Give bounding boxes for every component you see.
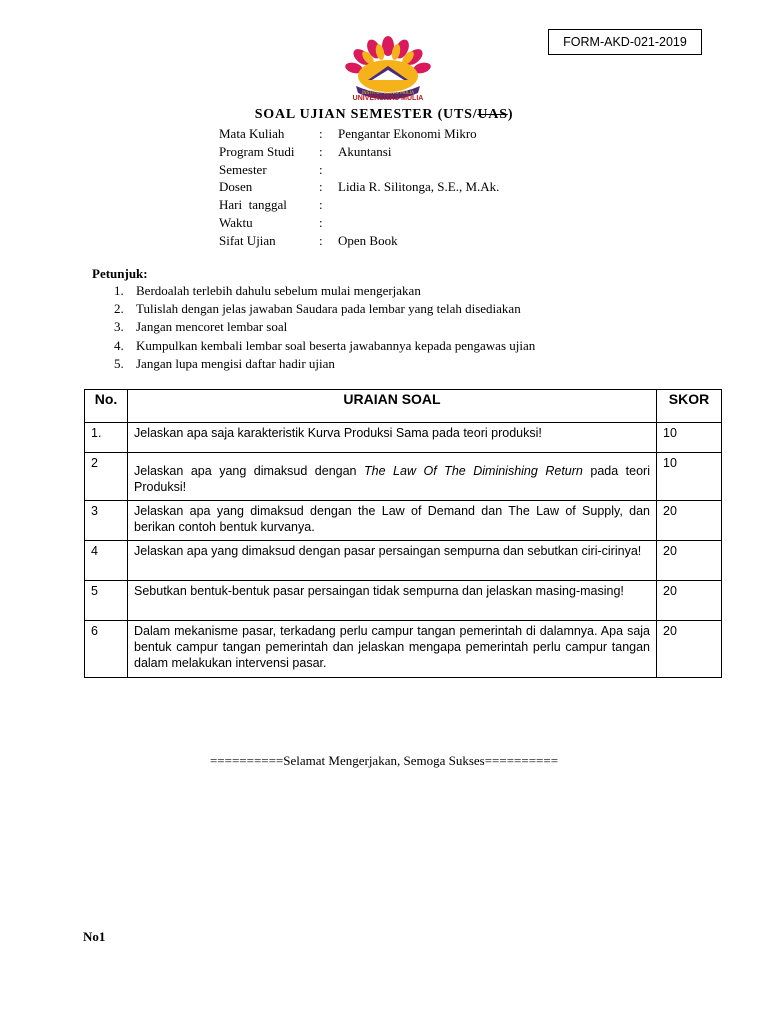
question-score: 20 xyxy=(657,621,722,678)
meta-value: Akuntansi xyxy=(338,143,392,159)
logo-ribbon-text: INSTITUT BISNIS MULIA xyxy=(361,91,415,96)
meta-value: Open Book xyxy=(338,232,398,248)
meta-label: Hari tanggal xyxy=(219,197,287,213)
meta-colon: : xyxy=(319,197,323,213)
meta-label: Mata Kuliah xyxy=(219,126,285,141)
question-score: 20 xyxy=(657,501,722,541)
list-item: 5. Jangan lupa mengisi daftar hadir ujian xyxy=(114,356,535,374)
table-row xyxy=(85,581,722,621)
question-score: 20 xyxy=(657,581,722,621)
questions-table xyxy=(84,389,722,678)
meta-row xyxy=(219,215,499,233)
instruction-text: Berdoalah terlebih dahulu sebelum mulai mengerjakan xyxy=(136,283,421,298)
list-item: 3. Jangan mencoret lembar soal xyxy=(114,319,535,337)
question-score: 10 xyxy=(657,423,722,453)
instructions-title: Petunjuk: xyxy=(92,266,148,281)
instruction-text: Jangan mencoret lembar soal xyxy=(136,319,288,335)
header-score: SKOR xyxy=(657,390,722,423)
question-number: 2 xyxy=(85,453,128,501)
question-number: 4 xyxy=(85,541,128,581)
meta-label: Semester xyxy=(219,161,267,177)
meta-label: Dosen xyxy=(219,179,253,195)
header-question: URAIAN SOAL xyxy=(128,390,657,423)
question-text: Dalam mekanisme pasar, terkadang perlu campur tangan pemerintah di dalamnya. Apa saja bentuk campur tangan pemerintah dan jelaskan mengapa pemerintah perlu campur tangan dalam melakukan intervensi pasar. xyxy=(128,621,657,678)
table-header-row xyxy=(85,390,722,423)
meta-colon: : xyxy=(319,179,323,195)
meta-row xyxy=(219,233,499,251)
meta-label: Program Studi xyxy=(219,143,295,159)
page-footer-label: No1 xyxy=(83,929,106,944)
question-number: 6 xyxy=(85,621,128,678)
table-row xyxy=(85,423,722,453)
question-number: 5 xyxy=(85,581,128,621)
question-text xyxy=(128,453,657,501)
table-row xyxy=(85,621,722,678)
meta-row xyxy=(219,197,499,215)
university-logo xyxy=(338,36,438,104)
meta-row xyxy=(219,162,499,180)
question-text: Jelaskan apa yang dimaksud dengan pasar persaingan sempurna dan sebutkan ciri-cirinya! xyxy=(128,541,657,581)
form-code-box: FORM-AKD-021-2019 xyxy=(548,29,702,55)
question-score: 10 xyxy=(657,453,722,501)
meta-colon: : xyxy=(319,232,323,248)
list-item: 1. Berdoalah terlebih dahulu sebelum mulai mengerjakan xyxy=(114,283,535,301)
list-item: 4. Kumpulkan kembali lembar soal beserta jawabannya kepada pengawas ujian xyxy=(114,338,535,356)
question-text: Jelaskan apa saja karakteristik Kurva Produksi Sama pada teori produksi! xyxy=(128,423,657,453)
question-number: 1. xyxy=(85,423,128,453)
question-text-end: pada teori Produksi! xyxy=(134,464,650,494)
meta-value: Pengantar Ekonomi Mikro xyxy=(338,126,477,141)
exam-metadata xyxy=(219,126,499,251)
closing-message: ==========Selamat Mengerjakan, Semoga Sukses========== xyxy=(209,753,559,768)
meta-colon: : xyxy=(319,143,323,159)
exam-title-text: SOAL UJIAN SEMESTER (UTS/ xyxy=(254,107,478,122)
meta-colon: : xyxy=(319,161,323,177)
meta-row xyxy=(219,179,499,197)
question-text: Jelaskan apa yang dimaksud dengan the Law of Demand dan The Law of Supply, dan berikan contoh bentuk kurvanya. xyxy=(128,501,657,541)
meta-value: Lidia R. Silitonga, S.E., M.Ak. xyxy=(338,179,500,195)
meta-row xyxy=(219,144,499,162)
instruction-text: Jangan lupa mengisi daftar hadir ujian xyxy=(136,355,335,371)
question-number: 3 xyxy=(85,501,128,541)
table-row xyxy=(85,453,722,501)
question-text-start: Jelaskan apa yang dimaksud dengan xyxy=(134,464,365,478)
table-row xyxy=(85,541,722,581)
meta-colon: : xyxy=(319,126,323,141)
exam-title-end: ) xyxy=(507,107,514,122)
question-score: 20 xyxy=(657,541,722,581)
instructions-list xyxy=(114,283,535,374)
meta-label: Sifat Ujian xyxy=(219,232,276,248)
meta-label: Waktu xyxy=(219,214,253,230)
exam-title-struck: UAS xyxy=(477,107,508,122)
instruction-text: Kumpulkan kembali lembar soal beserta jawabannya kepada pengawas ujian xyxy=(136,337,536,353)
instruction-text: Tulislah dengan jelas jawaban Saudara pada lembar yang telah disediakan xyxy=(136,301,521,317)
list-item: 2. Tulislah dengan jelas jawaban Saudara pada lembar yang telah disediakan xyxy=(114,301,535,319)
meta-row xyxy=(219,126,499,144)
table-row xyxy=(85,501,722,541)
question-text: Sebutkan bentuk-bentuk pasar persaingan tidak sempurna dan jelaskan masing-masing! xyxy=(128,581,657,621)
meta-colon: : xyxy=(319,214,323,230)
exam-title xyxy=(0,107,768,123)
header-no: No. xyxy=(85,390,128,423)
university-name: UNIVERSITAS MULIA xyxy=(352,95,424,102)
question-text-italic: The Law Of The Diminishing Return xyxy=(364,464,583,478)
